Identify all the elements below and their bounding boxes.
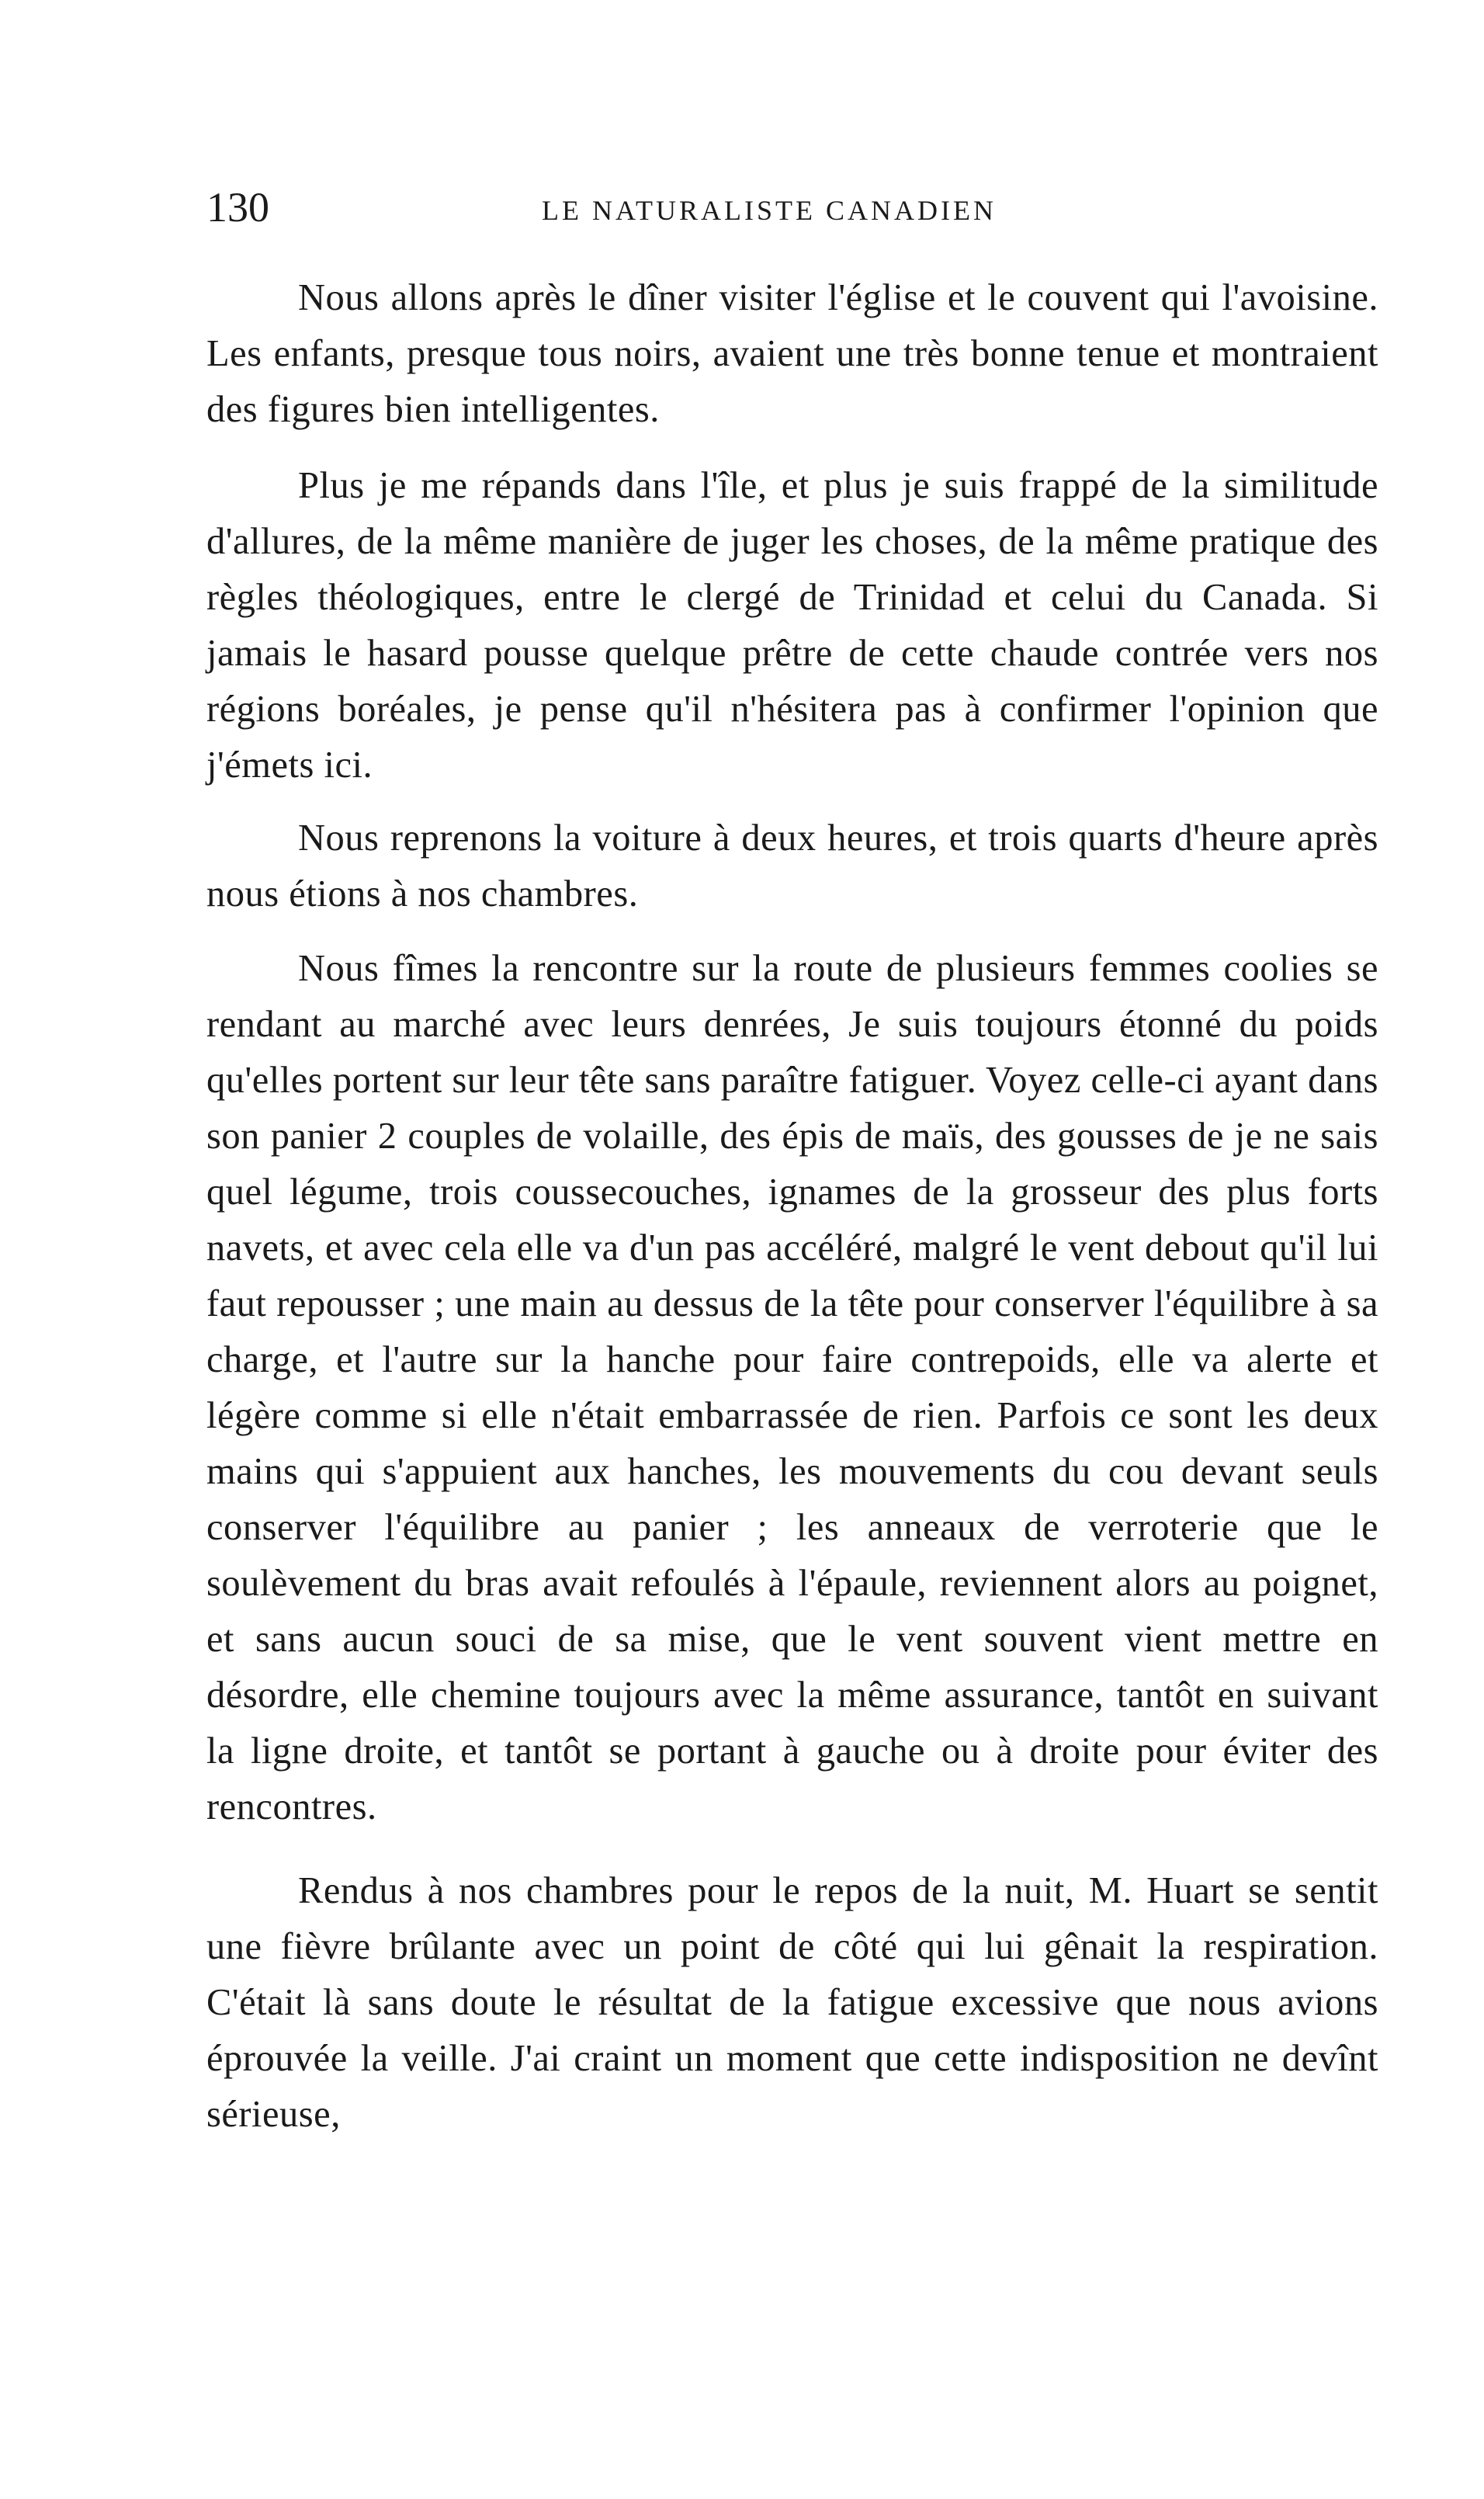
running-head bbox=[206, 180, 1371, 234]
paragraph-return-carriage: Nous reprenons la voiture à deux heures, et trois quarts d'heure après nous étions à nos chambres. bbox=[206, 817, 1378, 915]
page-number: 130 bbox=[206, 184, 269, 231]
paragraph-coolie-women: Nous fîmes la rencontre sur la route de plusieurs femmes coolies se rendant au marché avec leurs denrées, Je suis toujours étonné du poids qu'elles portent sur leur tête sans paraître fatiguer. Voyez celle-ci ayant dans son panier 2 couples de volaille, des épis de maïs, des gousses de je ne sais quel légume, trois coussecouches, ignames de la grosseur des plus forts navets, et avec cela elle va d'un pas accéléré, malgré le vent debout qu'il lui faut repousser ; une main au dessus de la tête pour conserver l'équilibre à sa charge, et l'autre sur la hanche pour faire contrepoids, elle va alerte et légère comme si elle n'était embarrassée de rien. Parfois ce sont les deux mains qui s'appuient aux hanches, les mouvements du cou devant seuls conserver l'équilibre au panier ; les anneaux de verroterie que le soulèvement du bras avait refoulés à l'épaule, reviennent alors au poignet, et sans aucun souci de sa mise, que le vent souvent vient mettre en désordre, elle chemine toujours avec la même assurance, tantôt en suivant la ligne droite, et tantôt se portant à gauche ou à droite pour éviter des rencontres. bbox=[206, 948, 1378, 1827]
paragraph-clergy-similitude: Plus je me répands dans l'île, et plus je suis frappé de la similitude d'allures, de la même manière de juger les choses, de la même pratique des règles théologiques, entre le clergé de Trinidad et celui du Canada. Si jamais le hasard pousse quelque prêtre de cette chaude contrée vers nos régions boréales, je pense qu'il n'hésitera pas à confirmer l'opinion que j'émets ici. bbox=[206, 465, 1378, 786]
body-text bbox=[206, 270, 1378, 2143]
journal-title: LE NATURALISTE CANADIEN bbox=[542, 195, 997, 226]
paragraph-huart-fever: Rendus à nos chambres pour le repos de la nuit, M. Huart se sentit une fièvre brûlante avec un point de côté qui lui gênait la respiration. C'était là sans doute le résultat de la fatigue excessive que nous avions éprouvée la veille. J'ai craint un moment que cette indisposition ne devînt sérieuse, bbox=[206, 1870, 1378, 2135]
paragraph-church-visit: Nous allons après le dîner visiter l'église et le couvent qui l'avoisine. Les enfants, presque tous noirs, avaient une très bonne tenue et montraient des figures bien intelligentes. bbox=[206, 277, 1378, 430]
